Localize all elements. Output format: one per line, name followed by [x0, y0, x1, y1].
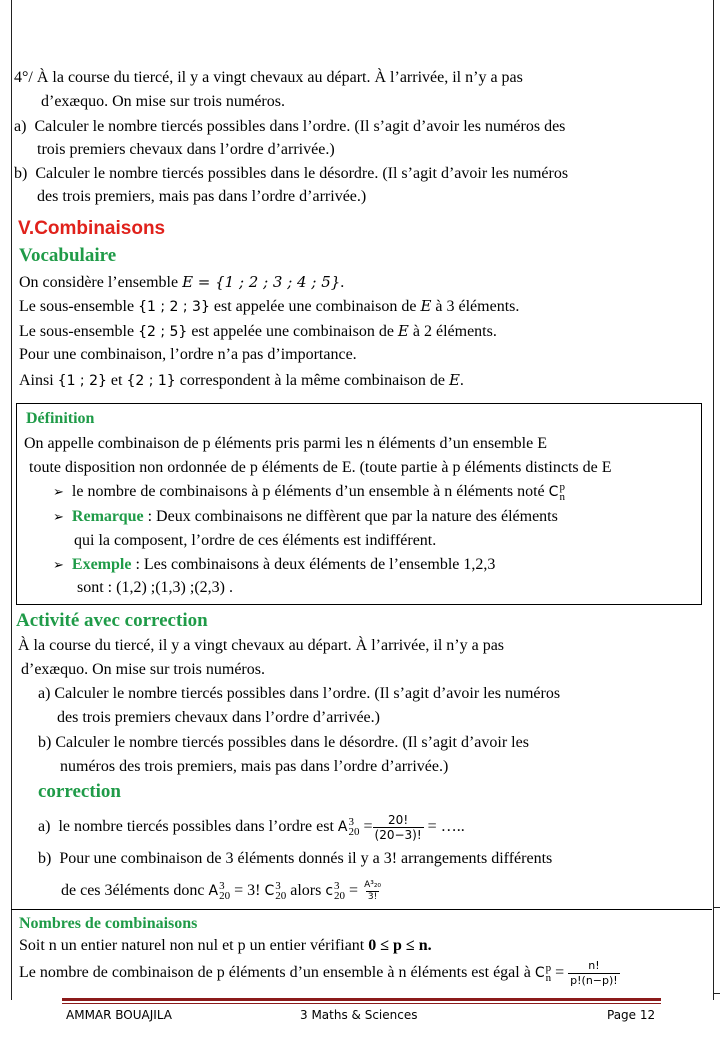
text: alors	[286, 882, 326, 899]
superscript: 3	[219, 880, 225, 893]
text: est appelée une combinaison de	[187, 323, 398, 340]
definition-title: Définition	[26, 410, 95, 427]
superscript: 3	[348, 816, 354, 829]
fraction	[362, 880, 383, 903]
footer-rule	[62, 1003, 661, 1004]
exercise-line: trois premiers chevaux dans l’ordre d’arrivée.)	[37, 141, 335, 158]
math-set: 𝐸 = {1 ; 2 ; 3 ; 4 ; 5}	[182, 273, 341, 291]
page-border-right	[713, 0, 714, 1000]
activity-line: À la course du tiercé, il y a vingt chevaux au départ. À l’arrivée, il n’y a pas	[18, 637, 505, 654]
border-tick	[713, 907, 720, 908]
correction-line	[61, 876, 383, 906]
subscript: 20	[219, 890, 231, 903]
definition-bullet	[53, 555, 495, 576]
exercise-line: des trois premiers, mais pas dans l’ordre d’arrivée.)	[37, 188, 367, 205]
activity-line: a) Calculer le nombre tiercés possibles dans l’ordre. (Il s’agit d’avoir les numéros	[38, 685, 561, 702]
bullet-arrow-icon: ➢	[53, 558, 64, 573]
numerator: 20!	[388, 812, 409, 827]
text: =	[345, 882, 363, 899]
footer-rule	[62, 998, 661, 1001]
exercise-item-b	[14, 164, 568, 184]
nombres-title: Nombres de combinaisons	[19, 915, 198, 932]
activity-line: numéros des trois premiers, mais pas dans l’ordre d’arrivée.)	[60, 758, 449, 775]
math-var: 𝐸	[420, 297, 432, 315]
math-symbol: A	[208, 883, 219, 899]
text: =	[551, 964, 569, 981]
superscript: p	[545, 962, 552, 975]
text: = …..	[427, 818, 465, 835]
math-set: {1 ; 2 ; 3}	[138, 299, 210, 315]
footer-author: AMMAR BOUAJILA	[66, 1008, 172, 1022]
math-indices	[334, 881, 345, 901]
text: Ainsi	[19, 372, 58, 389]
activity-line: b) Calculer le nombre tiercés possibles dans le désordre. (Il s’agit d’avoir les	[38, 734, 529, 751]
text: Le nombre de combinaison de p éléments d’un ensemble à n éléments est égal à	[19, 964, 535, 981]
math-set: {2 ; 1}	[126, 373, 176, 389]
text: Soit n un entier naturel non nul et p un entier vérifiant	[19, 937, 369, 954]
text: le nombre tiercés possibles dans l’ordre est	[58, 818, 338, 835]
text: est appelée une combinaison de	[209, 298, 421, 315]
item-text: Calculer le nombre tiercés possibles dans le désordre. (Il s’agit d’avoir les numéros	[35, 165, 569, 182]
subscript: 20	[348, 826, 360, 839]
fraction	[568, 959, 620, 988]
activity-line: d’exæquo. On mise sur trois numéros.	[21, 661, 265, 678]
denominator: p!(n−p)!	[570, 973, 618, 987]
text: correspondent à la même combinaison de	[175, 372, 449, 389]
exercise-line: 4°/ À la course du tiercé, il y a vingt chevaux au départ. À l’arrivée, il n’y a pas	[14, 69, 523, 86]
definition-bullet	[53, 482, 565, 503]
text: On considère l’ensemble	[19, 274, 183, 291]
section-title: V.Combinaisons	[18, 218, 166, 239]
correction-item-b	[38, 849, 552, 869]
math-set: {2 ; 5}	[138, 324, 188, 340]
vocab-line	[19, 321, 497, 342]
text: = 3!	[230, 882, 265, 899]
activity-line: des trois premiers chevaux dans l’ordre d’arrivée.)	[57, 709, 380, 726]
footer-page: Page 12	[607, 1008, 656, 1022]
numerator: A³₂₀	[364, 879, 382, 890]
example-label: Exemple	[71, 556, 132, 573]
inequality: 0 ≤ p ≤ n.	[368, 937, 432, 954]
item-text: Calculer le nombre tiercés possibles dans l’ordre. (Il s’agit d’avoir les numéros des	[34, 118, 566, 135]
definition-line: toute disposition non ordonnée de p éléments de E. (toute partie à p éléments distincts de E	[29, 459, 612, 476]
nombres-line	[19, 936, 432, 956]
subscript: 20	[275, 890, 287, 903]
math-symbol: C	[548, 484, 559, 500]
vocab-title: Vocabulaire	[19, 245, 117, 266]
math-indices	[349, 817, 360, 837]
definition-line: qui la composent, l’ordre de ces éléments est indifférent.	[74, 532, 437, 549]
math-symbol: C	[264, 883, 275, 899]
definition-line: On appelle combinaison de p éléments pris parmi les n éléments d’un ensemble E	[24, 435, 547, 452]
activity-title: Activité avec correction	[16, 610, 208, 631]
math-set: {1 ; 2}	[57, 373, 107, 389]
exercise-line: d’exæquo. On mise sur trois numéros.	[41, 93, 285, 110]
numerator: n!	[588, 958, 600, 972]
subscript: 20	[334, 890, 346, 903]
text: à 2 éléments.	[408, 323, 497, 340]
subscript: n	[545, 972, 552, 985]
text: .	[340, 274, 345, 291]
bullet-arrow-icon: ➢	[53, 510, 64, 525]
text: Pour une combinaison de 3 éléments donnés il y a 3! arrangements différents	[59, 850, 553, 867]
text: Le sous-ensemble	[19, 323, 139, 340]
text: : Les combinaisons à deux éléments de l’ensemble 1,2,3	[131, 556, 496, 573]
vocab-line	[19, 272, 344, 293]
text: à 3 éléments.	[431, 298, 520, 315]
math-indices	[275, 881, 286, 901]
item-label: b)	[38, 850, 52, 867]
math-symbol: C	[534, 965, 545, 981]
math-var: 𝐸	[448, 371, 460, 389]
superscript: 3	[275, 880, 281, 893]
item-label: a)	[38, 818, 51, 835]
text: .	[459, 372, 464, 389]
math-var: 𝐸	[397, 322, 409, 340]
item-label: b)	[14, 165, 28, 182]
denominator: (20−3)!	[374, 827, 422, 842]
superscript: 3	[334, 880, 340, 893]
correction-title: correction	[38, 781, 121, 802]
exercise-item-a	[14, 117, 565, 137]
text: et	[106, 372, 127, 389]
text: de ces 3éléments donc	[61, 882, 209, 899]
correction-item-a	[38, 812, 465, 842]
superscript: p	[559, 481, 565, 494]
definition-line: sont : (1,2) ;(1,3) ;(2,3) .	[77, 579, 233, 596]
math-indices	[559, 482, 565, 502]
bullet-arrow-icon: ➢	[53, 485, 64, 500]
text: : Deux combinaisons ne diffèrent que par la nature des éléments	[143, 508, 558, 525]
text: Le sous-ensemble	[19, 298, 139, 315]
remark-label: Remarque	[71, 508, 144, 525]
border-tick	[713, 993, 720, 994]
text: le nombre de combinaisons à p éléments d’un ensemble à n éléments noté	[71, 483, 549, 500]
vocab-line	[19, 370, 464, 391]
page-border-left	[11, 0, 12, 1000]
text: =	[359, 818, 373, 835]
footer-class: 3 Maths & Sciences	[300, 1008, 418, 1022]
fraction	[373, 813, 424, 842]
nombres-line	[19, 957, 620, 989]
math-indices	[219, 881, 230, 901]
math-symbol: A	[337, 819, 348, 835]
item-label: a)	[14, 118, 27, 135]
vocab-line: Pour une combinaison, l’ordre n’a pas d’importance.	[19, 346, 357, 363]
subscript: n	[559, 491, 565, 504]
vocab-line	[19, 296, 519, 317]
denominator: 3!	[367, 891, 378, 902]
math-symbol: c	[325, 883, 334, 899]
definition-bullet	[53, 507, 558, 528]
